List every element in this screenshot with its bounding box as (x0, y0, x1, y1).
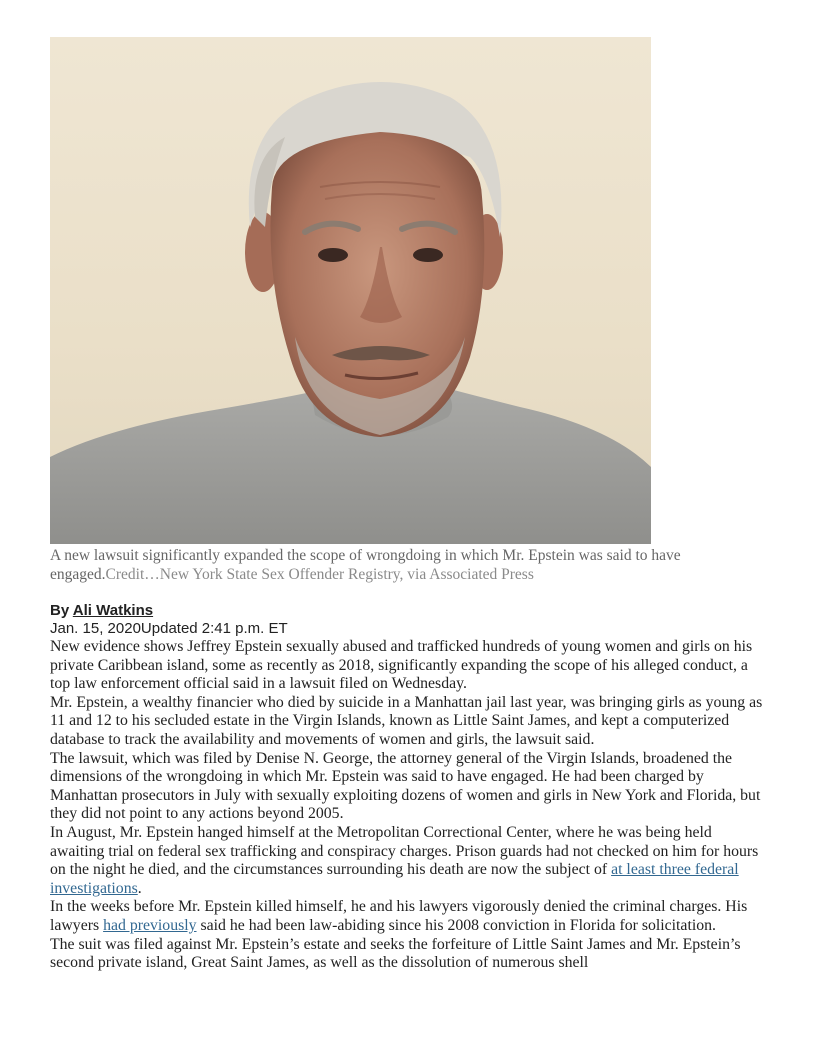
article (50, 37, 770, 973)
paragraph (50, 824, 770, 898)
dateline (50, 620, 770, 638)
photo-caption (50, 546, 770, 584)
paragraph (50, 898, 770, 935)
author-link[interactable]: Ali Watkins (72, 602, 154, 619)
caption-credit: Credit…New York State Sex Offender Registry, via Associated Press (105, 566, 534, 583)
updated-time: Updated 2:41 p.m. ET (140, 620, 288, 637)
article-photo (50, 37, 651, 544)
publish-date: Jan. 15, 2020 (50, 620, 141, 637)
paragraph: The lawsuit, which was filed by Denise N. George, the attorney general of the Virgin Islands, broadened the dimensions of the wrongdoing in which Mr. Epstein was said to have engaged. He had been charged by Manhattan prosecutors in July with sexually exploiting dozens of women and girls in New York and Florida, but they did not point to any actions beyond 2005. (50, 749, 761, 823)
article-body (50, 638, 770, 973)
byline (50, 602, 770, 620)
paragraph-text: In the weeks before Mr. Epstein killed himself, he and his lawyers vigorously denied the criminal charges. His lawyers (50, 898, 748, 934)
paragraph-text: . (137, 879, 142, 897)
paragraph-text: In August, Mr. Epstein hanged himself at the Metropolitan Correctional Center, where he was being held awaiting trial on federal sex trafficking and conspiracy charges. Prison guards had not checked on him for hours on the night he died, and the circumstances surrounding his death are now the subject of (50, 823, 759, 879)
caption-text: A new lawsuit significantly expanded the scope of wrongdoing in which Mr. Epstein was said to have engaged. (50, 547, 681, 583)
paragraph: The suit was filed against Mr. Epstein’s estate and seeks the forfeiture of Little Saint James and Mr. Epstein’s second private island, Great Saint James, as well as the dissolution of numerous shell (50, 935, 741, 972)
paragraph: Mr. Epstein, a wealthy financier who died by suicide in a Manhattan jail last year, was bringing girls as young as 11 and 12 to his secluded estate in the Virgin Islands, known as Little Saint James, and kept a computerized database to track the availability and movements of women and girls, the lawsuit said. (50, 693, 763, 748)
paragraph-text: said he had been law-abiding since his 2008 conviction in Florida for solicitation. (196, 916, 716, 934)
portrait-illustration (50, 37, 651, 544)
investigations-link[interactable]: at least three federal investigations (50, 861, 739, 897)
byline-prefix: By (50, 602, 73, 619)
had-previously-link[interactable]: had previously (103, 916, 197, 934)
paragraph: New evidence shows Jeffrey Epstein sexually abused and trafficked hundreds of young women and girls on his private Caribbean island, some as recently as 2018, significantly expanding the scope of his alleged conduct, a top law enforcement official said in a lawsuit filed on Wednesday. (50, 638, 753, 693)
